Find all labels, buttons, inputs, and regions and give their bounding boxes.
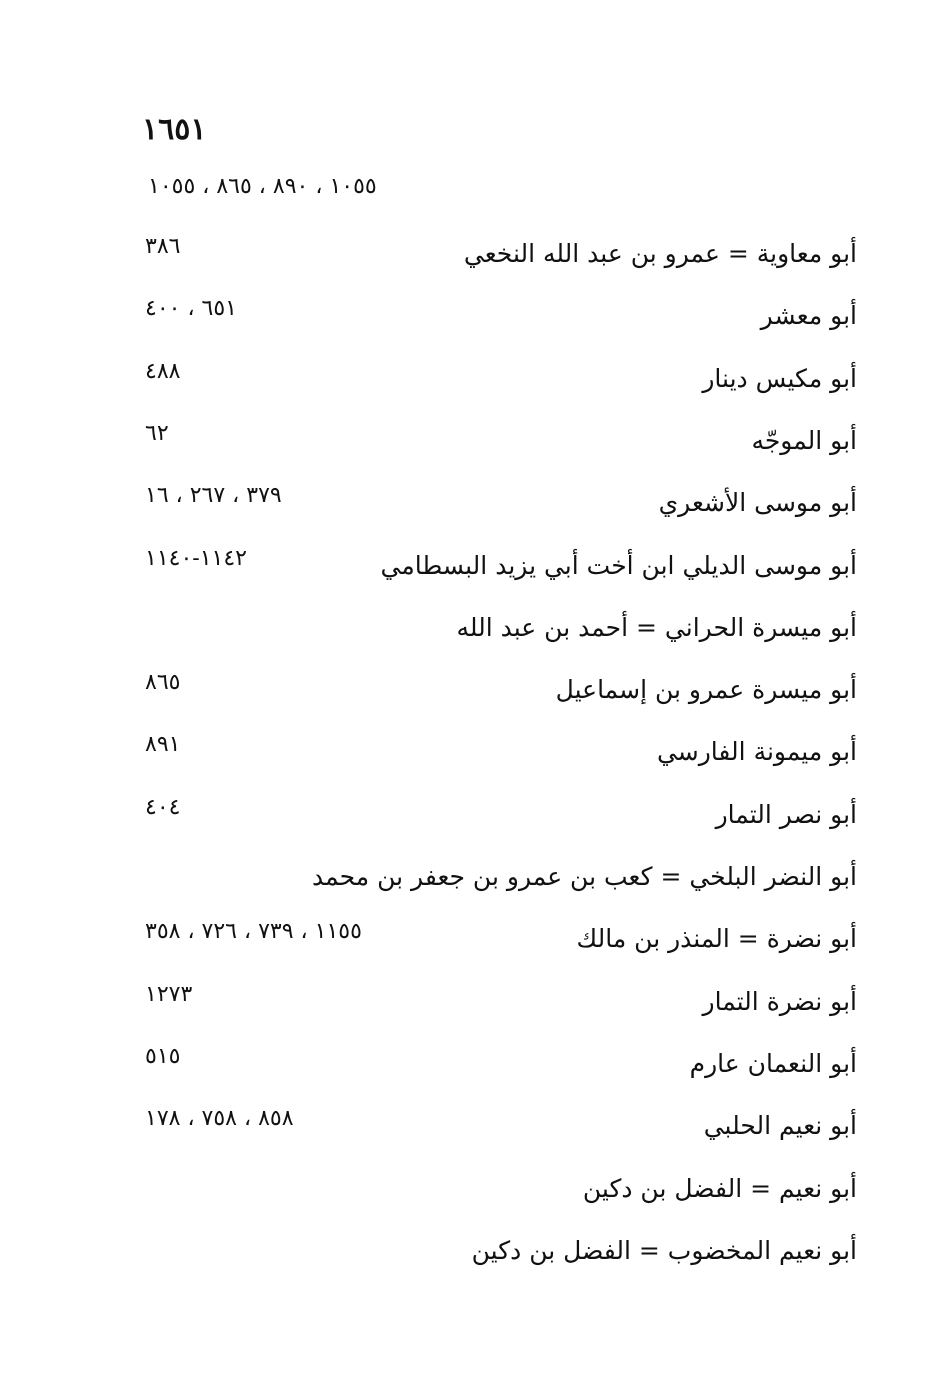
index-entry <box>0 1229 949 1273</box>
entry-name: أبو ميسرة عمرو بن إسماعيل <box>555 675 857 705</box>
index-entry <box>0 232 949 276</box>
entry-name: أبو النعمان عارم <box>689 1048 857 1078</box>
entry-name: أبو معاوية = عمرو بن عبد الله النخعي <box>463 239 857 268</box>
entry-page-refs: ١١٤٢-١١٤٠ <box>145 545 247 571</box>
entry-page-refs: ١٢٧٣ <box>145 981 193 1007</box>
entry-name: أبو نعيم المخضوب = الفضل بن دكين <box>471 1235 857 1265</box>
index-entry <box>0 419 949 463</box>
index-entry <box>0 606 949 650</box>
index-entry <box>0 980 949 1024</box>
index-entry <box>0 357 949 401</box>
entry-page-refs: ٤٠٤ <box>145 794 181 820</box>
entry-page-refs: ٦٢ <box>145 420 169 446</box>
entry-name: أبو نعيم = الفضل بن دكين <box>582 1173 857 1203</box>
continued-page-refs: ١٠٥٥ ، ٨٩٠ ، ٨٦٥ ، ١٠٥٥ <box>148 174 377 199</box>
entry-name: أبو نضرة التمار <box>702 986 857 1016</box>
index-entry <box>0 917 949 961</box>
index-entry <box>0 793 949 837</box>
entry-name: أبو موسى الأشعري <box>658 488 857 518</box>
entry-name: أبو ميسرة الحراني = أحمد بن عبد الله <box>456 612 857 642</box>
entry-name: أبو الموجّه <box>751 425 857 455</box>
entry-page-refs: ٨٥٨ ، ٧٥٨ ، ١٧٨ <box>145 1106 294 1132</box>
index-entry <box>0 481 949 525</box>
entry-name: أبو موسى الديلي ابن أخت أبي يزيد البسطامي <box>380 550 857 580</box>
entry-name: أبو ميمونة الفارسي <box>656 737 857 767</box>
entry-name: أبو نعيم الحلبي <box>703 1111 857 1141</box>
entry-page-refs: ٨٦٥ <box>145 670 181 696</box>
index-entry <box>0 294 949 338</box>
entry-name: أبو نضرة = المنذر بن مالك <box>576 924 857 954</box>
entry-name: أبو معشر <box>760 301 857 331</box>
index-entry <box>0 544 949 588</box>
entry-name: أبو النضر البلخي = كعب بن عمرو بن جعفر بن محمد <box>312 862 857 891</box>
entry-page-refs: ٣٧٩ ، ٢٦٧ ، ١٦ <box>145 483 282 509</box>
index-entry <box>0 1167 949 1211</box>
entry-name: أبو مكيس دينار <box>702 363 857 393</box>
index-entry <box>0 1104 949 1148</box>
page-number: ١٦٥١ <box>142 112 207 147</box>
entry-page-refs: ٥١٥ <box>145 1043 181 1069</box>
index-entry <box>0 730 949 774</box>
entry-name: أبو نصر التمار <box>715 799 857 829</box>
entry-page-refs: ٣٨٦ <box>145 234 181 259</box>
entry-page-refs: ٤٨٨ <box>145 358 181 384</box>
index-entry <box>0 668 949 712</box>
index-entry <box>0 1042 949 1086</box>
entry-page-refs: ٨٩١ <box>145 732 181 758</box>
entry-page-refs: ٦٥١ ، ٤٠٠ <box>145 296 237 322</box>
index-entry <box>0 855 949 899</box>
entry-page-refs: ١١٥٥ ، ٧٣٩ ، ٧٢٦ ، ٣٥٨ <box>145 919 362 945</box>
